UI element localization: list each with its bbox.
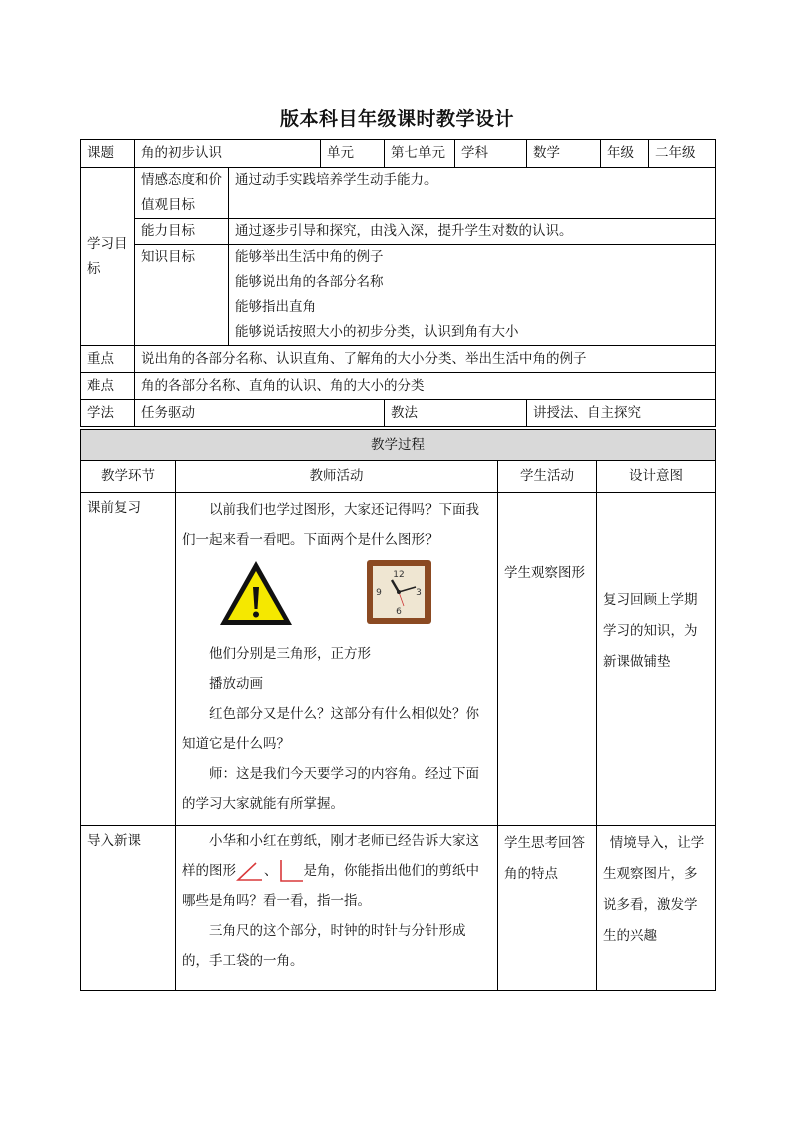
review-teacher-activity <box>176 493 498 826</box>
review-figures <box>182 555 491 639</box>
acute-angle-icon <box>236 860 264 882</box>
warning-triangle-icon <box>218 559 294 627</box>
clock-number-6: 6 <box>396 607 402 617</box>
study-method-value: 任务驱动 <box>135 400 385 427</box>
knowledge-item: 能够说话按照大小的初步分类，认识到角有大小 <box>235 324 519 340</box>
review-paragraph: 他们分别是三角形，正方形 <box>209 646 371 662</box>
col-stage: 教学环节 <box>81 461 176 493</box>
intro-student-activity: 学生思考回答角的特点 <box>498 826 597 991</box>
ability-value: 通过逐步引导和探究，由浅入深，提升学生对数的认识。 <box>229 219 716 245</box>
col-intent: 设计意图 <box>597 461 716 493</box>
topic-label: 课题 <box>81 140 135 168</box>
clock-number-9: 9 <box>376 588 382 598</box>
process-header: 教学过程 <box>81 430 716 461</box>
review-paragraph: 红色部分又是什么？这部分有什么相似处？你知道它是什么吗？ <box>182 706 479 752</box>
knowledge-item: 能够举出生活中角的例子 <box>235 249 384 265</box>
square-clock-icon <box>366 559 432 625</box>
document-title: 版本科目年级课时教学设计 <box>279 108 514 130</box>
unit-value: 第七单元 <box>385 140 455 168</box>
knowledge-list <box>229 245 716 346</box>
knowledge-item: 能够指出直角 <box>235 299 316 315</box>
difficulty-label: 难点 <box>81 373 135 400</box>
intro-paragraph: 三角尺的这个部分，时钟的时针与分针形成的，手工袋的一角。 <box>182 923 466 969</box>
intro-text: 、 <box>264 863 278 879</box>
review-paragraph: 师：这是我们今天要学习的内容角。经过下面的学习大家就能有所掌握。 <box>182 766 479 812</box>
review-stage: 课前复习 <box>81 493 176 826</box>
clock-number-12: 12 <box>393 570 405 580</box>
key-value: 说出角的各部分名称、认识直角、了解角的大小分类、举出生活中角的例子 <box>135 346 716 373</box>
teach-method-value: 讲授法、自主探究 <box>527 400 716 427</box>
intro-text: 小华和小红在剪纸，刚才老师已经告诉大家这样的图形 <box>182 833 479 879</box>
knowledge-item: 能够说出角的各部分名称 <box>235 274 384 290</box>
intro-teacher-activity <box>176 826 498 991</box>
study-method-label: 学法 <box>81 400 135 427</box>
emotion-value: 通过动手实践培养学生动手能力。 <box>229 168 716 219</box>
difficulty-value: 角的各部分名称、直角的认识、角的大小的分类 <box>135 373 716 400</box>
grade-label: 年级 <box>601 140 649 168</box>
col-teacher: 教师活动 <box>176 461 498 493</box>
knowledge-label: 知识目标 <box>135 245 229 346</box>
review-design-intent: 复习回顾上学期学习的知识，为新课做铺垫 <box>597 493 716 826</box>
teach-method-label: 教法 <box>385 400 527 427</box>
intro-design-intent: 情境导入，让学生观察图片，多说多看，激发学生的兴趣 <box>597 826 716 991</box>
goals-label: 学习目标 <box>81 168 135 346</box>
process-table <box>80 429 716 991</box>
intro-paragraph <box>182 826 491 916</box>
right-angle-icon <box>278 858 304 884</box>
topic-value: 角的初步认识 <box>135 140 321 168</box>
info-table <box>80 139 716 427</box>
intro-stage: 导入新课 <box>81 826 176 991</box>
unit-label: 单元 <box>321 140 385 168</box>
key-label: 重点 <box>81 346 135 373</box>
ability-label: 能力目标 <box>135 219 229 245</box>
grade-value: 二年级 <box>649 140 716 168</box>
subject-value: 数学 <box>527 140 601 168</box>
intro-text: 是角，你能指出他们的剪纸中哪些是角吗？看一看，指一指。 <box>182 863 479 909</box>
review-student-activity: 学生观察图形 <box>498 493 597 826</box>
emotion-label: 情感态度和价值观目标 <box>135 168 229 219</box>
col-student: 学生活动 <box>498 461 597 493</box>
clock-number-3: 3 <box>416 588 422 598</box>
review-paragraph: 播放动画 <box>209 676 263 692</box>
subject-label: 学科 <box>455 140 527 168</box>
review-paragraph: 以前我们也学过图形，大家还记得吗？下面我们一起来看一看吧。下面两个是什么图形？ <box>182 502 479 548</box>
